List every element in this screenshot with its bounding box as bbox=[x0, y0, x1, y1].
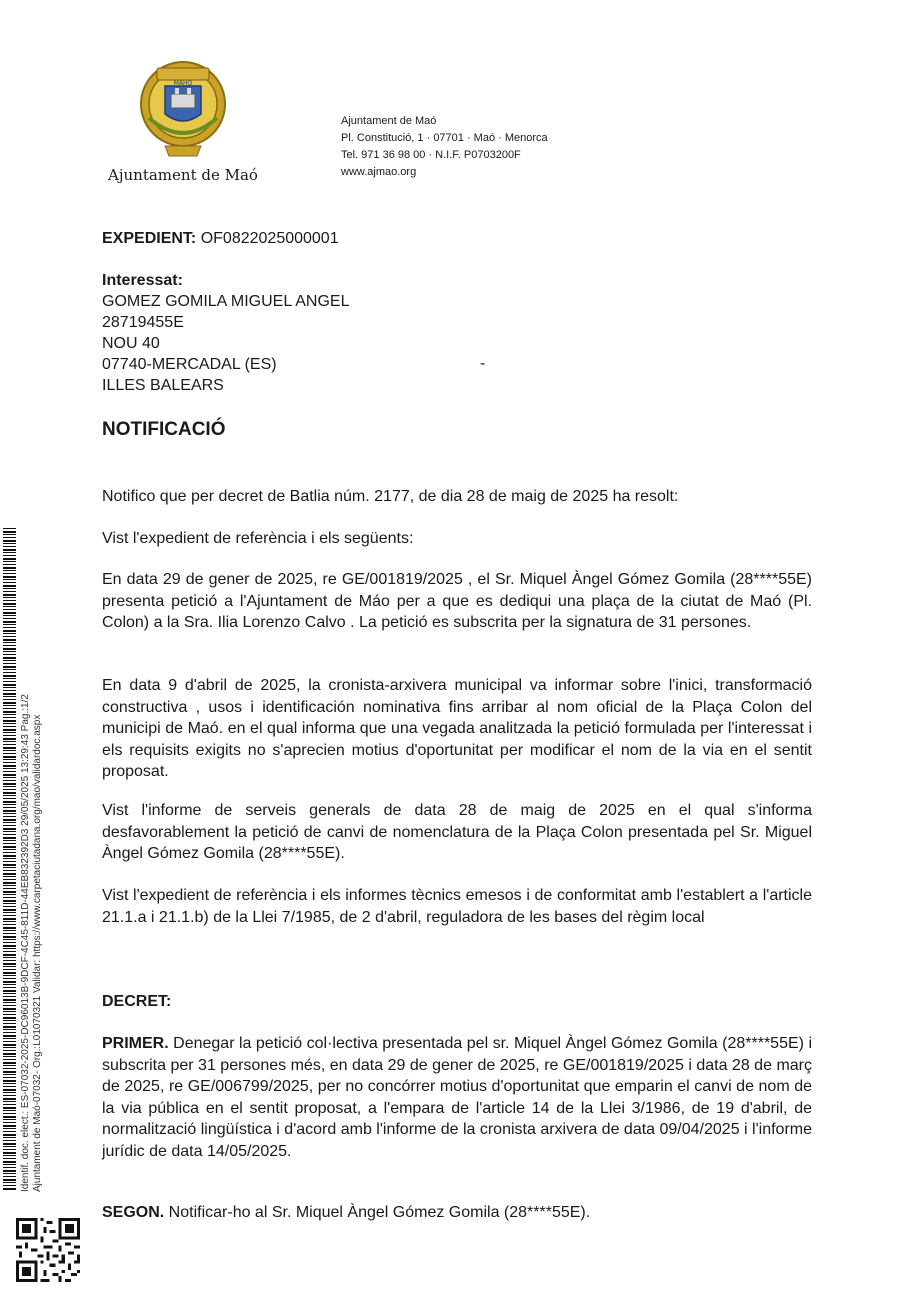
primer-label: PRIMER. bbox=[102, 1035, 169, 1052]
paragraph-informe: Vist l'informe de serveis generals de data 28 de maig de 2025 en el qual s'informa desfavorablement la petició de canvi de nomenclatura de la Plaça Colon presentada pel Sr. Miguel Àngel Gómez Gomila (28****55E). bbox=[102, 802, 812, 862]
address-line: Ajuntament de Maó bbox=[341, 115, 437, 127]
verification-stamp bbox=[20, 532, 44, 1192]
coat-of-arms-icon bbox=[135, 58, 231, 162]
expedient-line bbox=[102, 228, 339, 249]
segon-text: Notificar-ho al Sr. Miquel Àngel Gómez Gomila (28****55E). bbox=[164, 1204, 591, 1221]
interessat-id: 28719455E bbox=[102, 314, 184, 331]
interessat-region: ILLES BALEARS bbox=[102, 377, 224, 394]
stamp-line-1: Identif. doc. elect.: ES-07032-2025-DC96013B-9DCF-4C45-811D-44EB832392D3 29/05/2025 13:29:43 Pag.:1/2 bbox=[20, 694, 31, 1192]
svg-text:MAHO: MAHO bbox=[173, 80, 193, 87]
address-line: Tel. 971 36 98 00 · N.I.F. P0703200F bbox=[341, 149, 521, 161]
segon-label: SEGON. bbox=[102, 1204, 165, 1221]
address-block bbox=[341, 113, 548, 181]
separator-dash: - bbox=[480, 355, 486, 372]
qr-code-icon bbox=[16, 1218, 80, 1282]
expedient-value: OF0822025000001 bbox=[200, 230, 339, 247]
paragraph-cronista: En data 9 d'abril de 2025, la cronista-arxivera municipal va informar sobre l'inici, transformació constructiva , usos i identificación nominativa fins arribar al nom oficial de la Plaça Colon del municipi de Maó. en el qual informa que una vegada analitzada la petició formulada per l'interessat i els requisits exigits no s'aprecien motius d'oportunitat per modificar el nom de la via en el sentit proposat. bbox=[102, 677, 812, 780]
decret-label: DECRET: bbox=[102, 993, 172, 1010]
paragraph-vist: Vist l'expedient de referència i els següents: bbox=[102, 530, 414, 547]
primer-text: Denegar la petició col·lectiva presentada pel sr. Miquel Àngel Gómez Gomila (28****55E) i subscrita per 31 persones més, en data 29 de gener de 2025, re GE/001819/2025 i data 28 de març de 2025, re GE/006799/2025, per no concórrer motius d'oportunitat que emparin el canvi de nom de la via pública en el sentit proposat, a l'empara de l'article 14 de la Llei 3/1986, de 19 d'abril, de normalització lingüística i d'acord amb l'informe de la cronista arxivera de data 09/04/2025 i l'informe jurídic de data 14/05/2025. bbox=[102, 1035, 812, 1160]
municipal-logo bbox=[98, 58, 268, 184]
paragraph-expedient: Vist l'expedient de referència i els informes tècnics emesos i de conformitat amb l'establert a l'article 21.1.a i 21.1.b) de la Llei 7/1985, de 2 d'abril, reguladora de les bases del règim local bbox=[102, 887, 812, 926]
address-line: Pl. Constitució, 1 · 07701 · Maó · Menorca bbox=[341, 132, 548, 144]
decret-primer bbox=[102, 1033, 812, 1162]
logo-name: Ajuntament de Maó bbox=[108, 166, 258, 184]
expedient-label: EXPEDIENT: bbox=[102, 230, 197, 247]
barcode bbox=[3, 528, 16, 1190]
decret-segon bbox=[102, 1202, 812, 1223]
document-title: NOTIFICACIÓ bbox=[102, 419, 226, 440]
interessat-label: Interessat: bbox=[102, 272, 183, 289]
stamp-line-2: Ajuntament de Maó-07032- Org.:L01070321 Validar: https://www.carpetaciutadana.org/mao/validardoc.aspx bbox=[32, 714, 43, 1192]
interessat-city: 07740-MERCADAL (ES) bbox=[102, 356, 277, 373]
paragraph-resolution: Notifico que per decret de Batlia núm. 2177, de dia 28 de maig de 2025 ha resolt: bbox=[102, 488, 679, 505]
interessat-name: GOMEZ GOMILA MIGUEL ANGEL bbox=[102, 293, 350, 310]
address-line: www.ajmao.org bbox=[341, 166, 417, 178]
interessat-street: NOU 40 bbox=[102, 335, 160, 352]
paragraph-petition: En data 29 de gener de 2025, re GE/001819/2025 , el Sr. Miquel Àngel Gómez Gomila (28****55E) presenta petició a l'Ajuntament de Máo per a que es dediqui una plaça de la ciutat de Maó (Pl. Colon) a la Sra. Ilia Lorenzo Calvo . La petició es subscrita per la signatura de 31 persones. bbox=[102, 571, 812, 631]
